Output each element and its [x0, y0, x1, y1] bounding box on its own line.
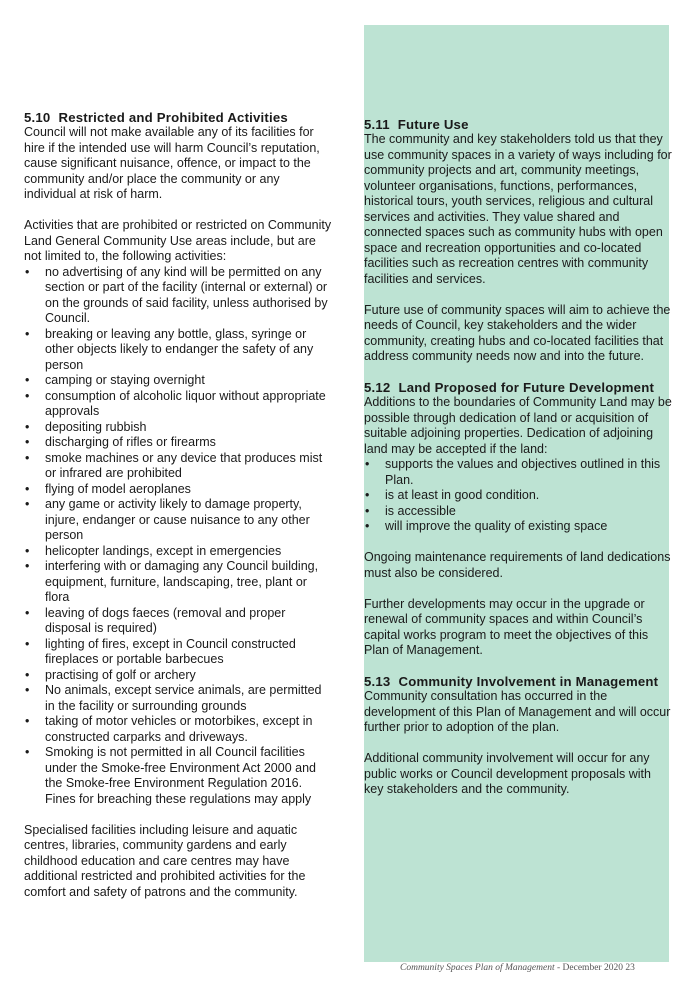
list-item: • is accessible	[364, 504, 672, 520]
list-item: • no advertising of any kind will be permitted on any section or part of the facility (internal or external) or on the grounds of said facility, unless authorised by Council.	[24, 265, 334, 327]
list-item: • will improve the quality of existing space	[364, 519, 672, 535]
footer-separator: -	[554, 963, 563, 973]
list-item: • any game or activity likely to damage property, injure, endanger or cause nuisance to any other person	[24, 497, 334, 544]
section-5-10-intro: Council will not make available any of its facilities for hire if the intended use will harm Council’s reputation, cause significant nuisance, offence, or impact to the community and/or place the community or any individual at risk of harm.	[24, 125, 320, 201]
list-item: • is at least in good condition.	[364, 488, 672, 504]
section-5-11-para-1: The community and key stakeholders told us that they use community spaces in a variety of ways including for community projects and art, community meetings, volunteer organisations, functions, performances, historical tours, youth services, religious and cultural services and activities. They value shared and connected spaces such as community hubs with open space and recreation opportunities and co-located facilities such as recreation centres with community facilities and services.	[364, 132, 672, 286]
list-item: • practising of golf or archery	[24, 668, 334, 684]
footer-title: Community Spaces Plan of Management	[400, 963, 555, 973]
list-item: • supports the values and objectives outlined in this Plan.	[364, 457, 672, 488]
list-item: • smoke machines or any device that produces mist or infrared are prohibited	[24, 451, 334, 482]
list-item: • discharging of rifles or firearms	[24, 435, 334, 451]
list-item: • interfering with or damaging any Council building, equipment, furniture, landscaping, tree, plant or flora	[24, 559, 334, 606]
list-item: • Smoking is not permitted in all Council facilities under the Smoke-free Environment Act 2000 and the Smoke-free Environment Regulation 2016. Fines for breaching these regulations may apply	[24, 745, 334, 807]
section-5-11-heading: 5.11 Future Use	[364, 117, 469, 132]
section-5-12-para-2: Ongoing maintenance requirements of land dedications must also be considered.	[364, 550, 671, 580]
list-item: • No animals, except service animals, are permitted in the facility or surrounding grounds	[24, 683, 334, 714]
section-5-10-lead: Activities that are prohibited or restricted on Community Land General Community Use areas include, but are not limited to, the following activities:	[24, 218, 332, 263]
left-column	[24, 110, 334, 900]
list-item: • helicopter landings, except in emergencies	[24, 544, 334, 560]
list-item: • taking of motor vehicles or motorbikes, except in constructed carparks and driveways.	[24, 714, 334, 745]
list-item: • camping or staying overnight	[24, 373, 334, 389]
section-5-12-para-3: Further developments may occur in the upgrade or renewal of community spaces and within Council’s capital works program to meet the objectives of this Plan of Management.	[364, 596, 649, 657]
list-item: • breaking or leaving any bottle, glass, syringe or other objects likely to endanger the safety of any person	[24, 327, 334, 374]
list-item: • leaving of dogs faeces (removal and proper disposal is required)	[24, 606, 334, 637]
list-item: • lighting of fires, except in Council constructed fireplaces or portable barbecues	[24, 637, 334, 668]
prohibited-activities-list	[24, 265, 334, 808]
section-5-12-heading: 5.12 Land Proposed for Future Development	[364, 380, 655, 395]
footer-date: December 2020	[562, 963, 623, 973]
section-5-11-para-2: Future use of community spaces will aim to achieve the needs of Council, key stakeholders and the wider community, creating hubs and co-located facilities that address community needs now and into the future.	[364, 302, 671, 363]
list-item: • depositing rubbish	[24, 420, 334, 436]
section-5-10-heading: 5.10 Restricted and Prohibited Activities	[24, 110, 288, 125]
right-column	[364, 117, 672, 798]
section-5-13-para-1: Community consultation has occurred in the development of this Plan of Management and will occur further prior to adoption of the plan.	[364, 689, 671, 734]
list-item: • flying of model aeroplanes	[24, 482, 334, 498]
section-5-12-para-1: Additions to the boundaries of Community Land may be possible through dedication of land or acquisition of suitable adjoining properties. Dedication of adjoining land may be accepted if the land:	[364, 395, 672, 456]
land-criteria-list	[364, 457, 672, 535]
list-item: • consumption of alcoholic liquor without appropriate approvals	[24, 389, 334, 420]
section-5-13-para-2: Additional community involvement will occur for any public works or Council development proposals with key stakeholders and the community.	[364, 751, 651, 796]
page-footer	[400, 963, 655, 973]
section-5-13-heading: 5.13 Community Involvement in Management	[364, 674, 659, 689]
page-number: 23	[625, 963, 635, 973]
section-5-10-closing: Specialised facilities including leisure and aquatic centres, libraries, community gardens and early childhood education and care centres may have additional restricted and prohibited activities for the comfort and safety of patrons and the community.	[24, 822, 306, 899]
